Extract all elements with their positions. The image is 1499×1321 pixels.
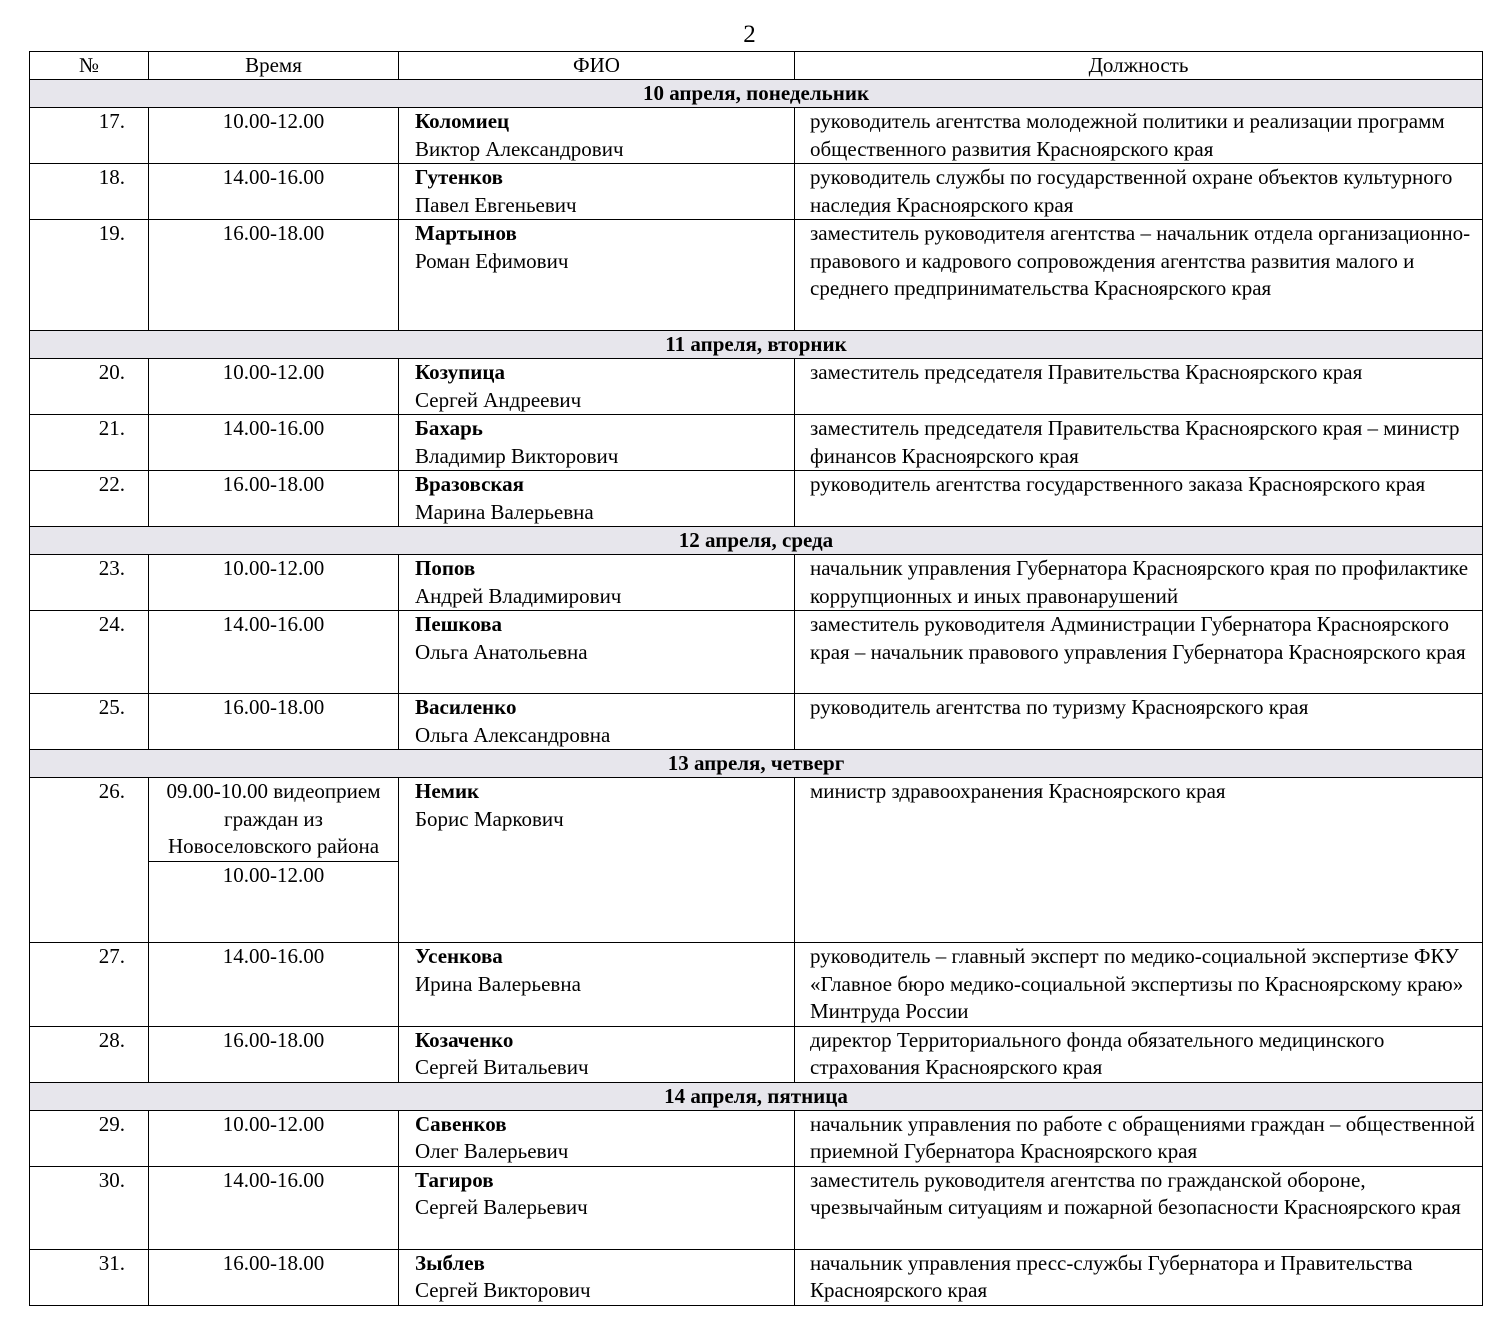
- given-name: Сергей Викторович: [415, 1278, 591, 1302]
- row-time: 16.00-18.00: [149, 1026, 399, 1082]
- row-position: директор Территориального фонда обязательного медицинского страхования Красноярского края: [795, 1026, 1483, 1082]
- day-row: [30, 527, 1483, 555]
- surname: Козупица: [415, 360, 505, 384]
- row-fio: [399, 359, 795, 415]
- row-position: руководитель агентства государственного заказа Красноярского края: [795, 471, 1483, 527]
- surname: Козаченко: [415, 1027, 514, 1052]
- surname: Бахарь: [415, 416, 483, 440]
- row-time: 10.00-12.00: [149, 555, 399, 611]
- row-position: заместитель председателя Правительства Красноярского края: [795, 359, 1483, 415]
- table-row: [30, 694, 1483, 750]
- surname: Немик: [415, 779, 480, 803]
- given-name: Ольга Анатольевна: [415, 639, 588, 664]
- row-fio: [399, 943, 795, 1027]
- row-number: 30.: [30, 1166, 149, 1249]
- given-name: Олег Валерьевич: [415, 1139, 569, 1163]
- row-fio: [399, 1026, 795, 1082]
- surname: Гутенков: [415, 165, 503, 189]
- row-time: 14.00-16.00: [149, 611, 399, 694]
- day-row: [30, 331, 1483, 359]
- table-row: [30, 220, 1483, 331]
- row-position: руководитель агентства по туризму Красноярского края: [795, 694, 1483, 750]
- row-time: 10.00-12.00: [149, 1110, 399, 1166]
- day-label: 13 апреля, четверг: [30, 750, 1483, 778]
- row-time: 16.00-18.00: [149, 1249, 399, 1305]
- table-row: [30, 359, 1483, 415]
- given-name: Ирина Валерьевна: [415, 971, 581, 996]
- surname: Вразовская: [415, 472, 525, 496]
- row-number: 28.: [30, 1026, 149, 1082]
- header-time: Время: [149, 52, 399, 80]
- day-row: [30, 80, 1483, 108]
- row-position: министр здравоохранения Красноярского края: [795, 778, 1483, 943]
- day-label: 12 апреля, среда: [30, 527, 1483, 555]
- table-row: [30, 1026, 1483, 1082]
- row-number: 21.: [30, 415, 149, 471]
- row-number: 22.: [30, 471, 149, 527]
- row-position: руководитель – главный эксперт по медико-социальной экспертизе ФКУ «Главное бюро медико-социальной экспертизы по Красноярскому краю» Минтруда России: [795, 943, 1483, 1027]
- surname: Зыблев: [415, 1250, 485, 1275]
- surname: Пешкова: [415, 612, 503, 636]
- table-row: [30, 108, 1483, 164]
- given-name: Сергей Витальевич: [415, 1055, 589, 1079]
- row-fio: [399, 778, 795, 943]
- row-time: 14.00-16.00: [149, 943, 399, 1027]
- surname: Попов: [415, 556, 476, 580]
- surname: Тагиров: [415, 1167, 494, 1192]
- header-num: №: [30, 52, 149, 80]
- row-time: 14.00-16.00: [149, 1166, 399, 1249]
- row-fio: [399, 555, 795, 611]
- row-position: заместитель руководителя агентства по гражданской обороне, чрезвычайным ситуациям и пожарной безопасности Красноярского края: [795, 1166, 1483, 1249]
- table-row: [30, 1249, 1483, 1305]
- row-number: 27.: [30, 943, 149, 1027]
- day-label: 10 апреля, понедельник: [30, 80, 1483, 108]
- row-fio: [399, 1166, 795, 1249]
- row-time: 10.00-12.00: [149, 359, 399, 415]
- row-time: [149, 778, 399, 943]
- row-fio: [399, 108, 795, 164]
- row-time: 14.00-16.00: [149, 415, 399, 471]
- table-row: [30, 555, 1483, 611]
- row-time: 10.00-12.00: [149, 108, 399, 164]
- row-fio: [399, 1249, 795, 1305]
- day-label: 14 апреля, пятница: [30, 1082, 1483, 1110]
- row-position: начальник управления пресс-службы Губернатора и Правительства Красноярского края: [795, 1249, 1483, 1305]
- surname: Василенко: [415, 695, 517, 719]
- row-time: 16.00-18.00: [149, 694, 399, 750]
- row-position: заместитель председателя Правительства Красноярского края – министр финансов Красноярского края: [795, 415, 1483, 471]
- surname: Коломиец: [415, 109, 510, 133]
- row-fio: [399, 1110, 795, 1166]
- given-name: Марина Валерьевна: [415, 499, 594, 524]
- table-row: [30, 611, 1483, 694]
- given-name: Владимир Викторович: [415, 443, 619, 468]
- given-name: Виктор Александрович: [415, 136, 624, 161]
- given-name: Павел Евгеньевич: [415, 192, 577, 217]
- row-position: начальник управления по работе с обращениями граждан – общественной приемной Губернатора Красноярского края: [795, 1110, 1483, 1166]
- row-number: 26.: [30, 778, 149, 943]
- surname: Усенкова: [415, 944, 503, 968]
- header-fio: ФИО: [399, 52, 795, 80]
- given-name: Борис Маркович: [415, 806, 564, 831]
- row-number: 31.: [30, 1249, 149, 1305]
- row-position: заместитель руководителя агентства – начальник отдела организационно-правового и кадрового сопровождения агентства развития малого и среднего предпринимательства Красноярского края: [795, 220, 1483, 331]
- row-position: руководитель агентства молодежной политики и реализации программ общественного развития Красноярского края: [795, 108, 1483, 164]
- row-position: заместитель руководителя Администрации Губернатора Красноярского края – начальник правового управления Губернатора Красноярского края: [795, 611, 1483, 694]
- row-number: 29.: [30, 1110, 149, 1166]
- table-row: [30, 415, 1483, 471]
- header-position: Должность: [795, 52, 1483, 80]
- row-number: 25.: [30, 694, 149, 750]
- surname: Савенков: [415, 1111, 507, 1136]
- reception-time: 10.00-12.00: [222, 862, 325, 887]
- table-row: [30, 1166, 1483, 1249]
- table-row: [30, 943, 1483, 1027]
- table-row: [30, 471, 1483, 527]
- row-fio: [399, 220, 795, 331]
- row-position: руководитель службы по государственной охране объектов культурного наследия Красноярского края: [795, 164, 1483, 220]
- table-row: [30, 778, 1483, 943]
- row-time: 16.00-18.00: [149, 471, 399, 527]
- day-row: [30, 750, 1483, 778]
- row-fio: [399, 694, 795, 750]
- day-label: 11 апреля, вторник: [30, 331, 1483, 359]
- given-name: Сергей Андреевич: [415, 387, 582, 412]
- table-row: [30, 164, 1483, 220]
- table-row: [30, 1110, 1483, 1166]
- page-number: 2: [743, 21, 756, 48]
- row-number: 20.: [30, 359, 149, 415]
- row-number: 24.: [30, 611, 149, 694]
- given-name: Сергей Валерьевич: [415, 1195, 588, 1219]
- row-time: 14.00-16.00: [149, 164, 399, 220]
- video-reception-time: 09.00-10.00 видеоприем граждан из Новоселовского района: [166, 779, 381, 858]
- given-name: Ольга Александровна: [415, 722, 611, 747]
- row-number: 18.: [30, 164, 149, 220]
- row-fio: [399, 415, 795, 471]
- day-row: [30, 1082, 1483, 1110]
- row-fio: [399, 471, 795, 527]
- row-number: 19.: [30, 220, 149, 331]
- given-name: Роман Ефимович: [415, 248, 569, 273]
- row-fio: [399, 611, 795, 694]
- header-row: [30, 52, 1483, 80]
- row-time: 16.00-18.00: [149, 220, 399, 331]
- reception-schedule-table: [29, 51, 1483, 1306]
- row-position: начальник управления Губернатора Красноярского края по профилактике коррупционных и иных правонарушений: [795, 555, 1483, 611]
- row-number: 23.: [30, 555, 149, 611]
- row-fio: [399, 164, 795, 220]
- given-name: Андрей Владимирович: [415, 583, 622, 608]
- row-number: 17.: [30, 108, 149, 164]
- surname: Мартынов: [415, 221, 517, 245]
